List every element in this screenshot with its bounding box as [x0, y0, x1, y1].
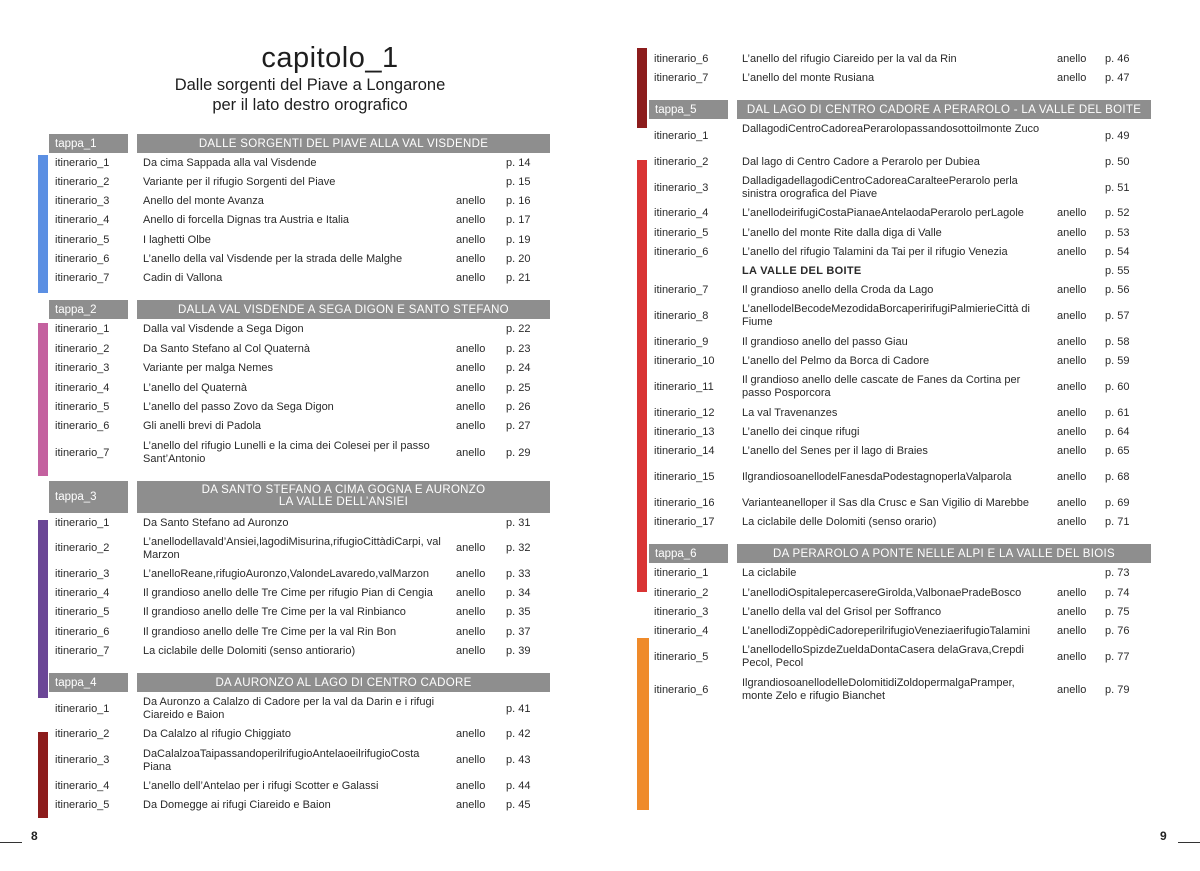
table-row[interactable]: itinerario_3 DaCalalzoaTaipassandoperilrifugioAntelaoeilrifugioCosta Piana anello p. 43 [55, 748, 531, 773]
table-row[interactable]: itinerario_6 L’anello del rifugio Talamini da Tai per il rifugio Venezia anello p. 54 [654, 246, 1130, 258]
table-row[interactable]: itinerario_15 IlgrandiosoanellodelFanesdaPodestagnoperlaValparola anello p. 68 [654, 471, 1130, 483]
table-row[interactable]: itinerario_5 L’anello del passo Zovo da Sega Digon anello p. 26 [55, 401, 531, 413]
table-row[interactable]: itinerario_11 Il grandioso anello delle cascate de Fanes da Cortina per passo Posporcora anello p. 60 [654, 374, 1130, 399]
page-number-left: 8 [31, 829, 38, 843]
table-row[interactable]: itinerario_4 Anello di forcella Dignas tra Austria e Italia anello p. 17 [55, 214, 531, 226]
table-row[interactable]: itinerario_1 La ciclabile p. 73 [654, 567, 1130, 579]
table-row[interactable]: itinerario_5 Da Domegge ai rifugi Ciareido e Baion anello p. 45 [55, 799, 531, 811]
table-row[interactable]: itinerario_2 Da Calalzo al rifugio Chiggiato anello p. 42 [55, 728, 531, 740]
table-row[interactable]: itinerario_9 Il grandioso anello del passo Giau anello p. 58 [654, 336, 1130, 348]
table-row[interactable]: itinerario_16 Varianteanelloper il Sas dla Crusc e San Vigilio di Marebbe anello p. 69 [654, 497, 1130, 509]
table-row[interactable]: itinerario_7 Il grandioso anello della Croda da Lago anello p. 56 [654, 284, 1130, 296]
tappa-3-title [137, 481, 550, 513]
table-row[interactable]: itinerario_3 Variante per malga Nemes anello p. 24 [55, 362, 531, 374]
table-row[interactable]: itinerario_2 Da Santo Stefano al Col Quaternà anello p. 23 [55, 343, 531, 355]
footer-rule-left [0, 842, 22, 843]
table-row[interactable]: itinerario_7 La ciclabile delle Dolomiti (senso antiorario) anello p. 39 [55, 645, 531, 657]
table-row[interactable]: itinerario_7 L’anello del monte Rusiana anello p. 47 [654, 72, 1130, 84]
table-row[interactable]: itinerario_2 Dal lago di Centro Cadore a Perarolo per Dubiea p. 50 [654, 156, 1130, 168]
table-row[interactable]: itinerario_2 L’anellodellavald’Ansiei,lagodiMisurina,rifugioCittàdiCarpi, val Marzon anello p. 32 [55, 536, 531, 561]
tappa-5-label: tappa_5 [649, 100, 728, 119]
table-row[interactable]: itinerario_3 L’anelloReane,rifugioAuronzo,ValondeLavaredo,valMarzon anello p. 33 [55, 568, 531, 580]
tappa-6-label: tappa_6 [649, 544, 728, 563]
table-row[interactable]: itinerario_5 L’anellodelloSpizdeZueldaDontaCasera delaGrava,Crepdi Pecol, Pecol anello p. 77 [654, 644, 1130, 669]
table-row[interactable]: itinerario_1 Dalla val Visdende a Sega Digon p. 22 [55, 323, 531, 335]
table-row[interactable]: itinerario_12 La val Travenanzes anello p. 61 [654, 407, 1130, 419]
table-row[interactable]: itinerario_6 L’anello del rifugio Ciareido per la val da Rin anello p. 46 [654, 53, 1130, 65]
table-row[interactable]: itinerario_7 L’anello del rifugio Lunelli e la cima dei Colesei per il passo Sant’Antonio anello p. 29 [55, 440, 531, 465]
table-row[interactable]: itinerario_1 Da Auronzo a Calalzo di Cadore per la val da Darin e i rifugi Ciareido e Baion p. 41 [55, 696, 531, 721]
table-row[interactable]: itinerario_7 Cadin di Vallona anello p. 21 [55, 272, 531, 284]
table-row[interactable]: itinerario_1 Da Santo Stefano ad Auronzo p. 31 [55, 517, 531, 529]
tappa-6-title: DA PERAROLO A PONTE NELLE ALPI E LA VALLE DEL BIOIS [737, 544, 1151, 563]
tappa-1-label: tappa_1 [49, 134, 128, 153]
page-number-right: 9 [1160, 829, 1167, 843]
table-row[interactable]: itinerario_6 IlgrandiosoanellodelleDolomitidiZoldopermalgaPramper, monte Zelo e rifugio Bianchet anello p. 79 [654, 677, 1130, 702]
table-row[interactable]: itinerario_5 I laghetti Olbe anello p. 19 [55, 234, 531, 246]
chapter-subtitle-line2: per il lato destro orografico [212, 96, 408, 114]
subsection-heading-row[interactable]: LA VALLE DEL BOITE p. 55 [742, 265, 1130, 277]
table-row[interactable]: itinerario_4 L’anellodiZoppèdiCadoreperilrifugioVeneziaerifugioTalamini anello p. 76 [654, 625, 1130, 637]
table-row[interactable]: itinerario_14 L’anello del Senes per il lago di Braies anello p. 65 [654, 445, 1130, 457]
tappa-3-title-line2: LA VALLE DELL’ANSIEI [278, 496, 409, 508]
table-row[interactable]: itinerario_4 L’anello del Quaternà anello p. 25 [55, 382, 531, 394]
table-row[interactable]: itinerario_2 Variante per il rifugio Sorgenti del Piave p. 15 [55, 176, 531, 188]
tappa-2-label: tappa_2 [49, 300, 128, 319]
table-row[interactable]: itinerario_3 Anello del monte Avanza anello p. 16 [55, 195, 531, 207]
table-row[interactable]: itinerario_8 L’anellodelBecodeMezodidaBorcaperirifugiPalmierieCittà di Fiume anello p. 57 [654, 303, 1130, 328]
table-row[interactable]: itinerario_17 La ciclabile delle Dolomiti (senso orario) anello p. 71 [654, 516, 1130, 528]
table-row[interactable]: itinerario_6 L’anello della val Visdende per la strada delle Malghe anello p. 20 [55, 253, 531, 265]
table-row[interactable]: itinerario_3 DalladigadellagodiCentroCadoreaCaralteePerarolo perla sinistra orografica del Piave p. 51 [654, 175, 1130, 200]
tappa-2-title: DALLA VAL VISDENDE A SEGA DIGON E SANTO STEFANO [137, 300, 550, 319]
table-row[interactable]: itinerario_5 Il grandioso anello delle Tre Cime per la val Rinbianco anello p. 35 [55, 606, 531, 618]
tappa-4-label: tappa_4 [49, 673, 128, 692]
table-row[interactable]: itinerario_6 Il grandioso anello delle Tre Cime per la val Rin Bon anello p. 37 [55, 626, 531, 638]
tappa-3-label: tappa_3 [49, 481, 128, 513]
table-row[interactable]: itinerario_1 Da cima Sappada alla val Visdende p. 14 [55, 157, 531, 169]
table-row[interactable]: itinerario_5 L’anello del monte Rite dalla diga di Valle anello p. 53 [654, 227, 1130, 239]
footer-rule-right [1178, 842, 1200, 843]
table-row[interactable]: itinerario_6 Gli anelli brevi di Padola anello p. 27 [55, 420, 531, 432]
table-row[interactable]: itinerario_2 L’anellodiOspitalepercasereGirolda,ValbonaePradeBosco anello p. 74 [654, 587, 1130, 599]
chapter-title: capitolo_1 [261, 42, 399, 74]
table-row[interactable]: itinerario_4 L’anello dell’Antelao per i rifugi Scotter e Galassi anello p. 44 [55, 780, 531, 792]
table-row[interactable]: itinerario_4 L’anellodeirifugiCostaPianaeAntelaodaPerarolo perLagole anello p. 52 [654, 207, 1130, 219]
tappa-5-title: DAL LAGO DI CENTRO CADORE A PERAROLO - LA VALLE DEL BOITE [737, 100, 1151, 119]
tappa-3-title-line1: DA SANTO STEFANO A CIMA GOGNA E AURONZO [201, 484, 486, 496]
table-row[interactable]: itinerario_3 L’anello della val del Grisol per Soffranco anello p. 75 [654, 606, 1130, 618]
table-row[interactable]: itinerario_4 Il grandioso anello delle Tre Cime per rifugio Pian di Cengia anello p. 34 [55, 587, 531, 599]
chapter-subtitle-line1: Dalle sorgenti del Piave a Longarone [174, 76, 446, 94]
tappa-1-title: DALLE SORGENTI DEL PIAVE ALLA VAL VISDENDE [137, 134, 550, 153]
tappa-4-title: DA AURONZO AL LAGO DI CENTRO CADORE [137, 673, 550, 692]
table-row[interactable]: itinerario_13 L’anello dei cinque rifugi anello p. 64 [654, 426, 1130, 438]
table-row[interactable]: itinerario_1 DallagodiCentroCadoreaPerarolopassandosottoilmonte Zuco p. 49 [654, 123, 1130, 142]
table-row[interactable]: itinerario_10 L’anello del Pelmo da Borca di Cadore anello p. 59 [654, 355, 1130, 367]
